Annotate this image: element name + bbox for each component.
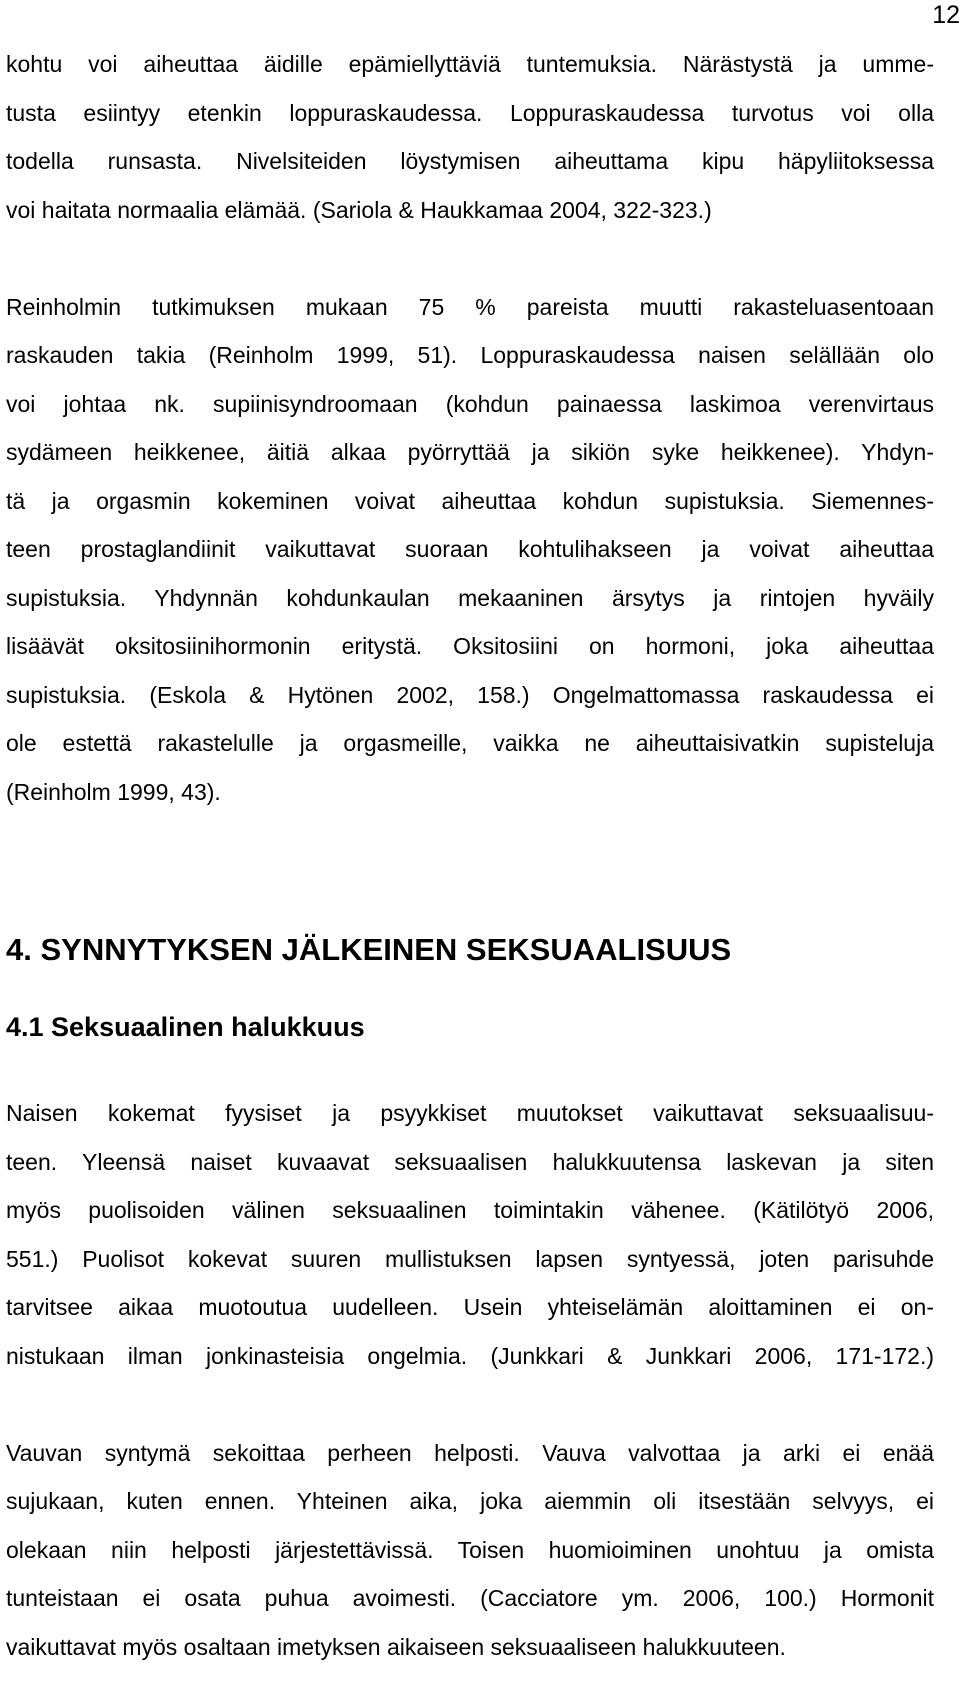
text-line: kohtu voi aiheuttaa äidille epämiellyttäviä tuntemuksia. Närästystä ja umme- [6,51,934,77]
text-line: supistuksia. Yhdynnän kohdunkaulan mekaaninen ärsytys ja rintojen hyväily [6,584,934,611]
text-line: tä ja orgasmin kokeminen voivat aiheuttaa kohdun supistuksia. Siemennes- [6,487,934,514]
text-line: sydämeen heikkenee, äitiä alkaa pyörryttää ja sikiön syke heikkenee). Yhdyn- [6,439,934,465]
text-line: lisäävät oksitosiinihormonin eritystä. Oksitosiini on hormoni, joka aiheuttaa [6,633,934,659]
text-line: vaikuttavat myös osaltaan imetyksen aikaiseen seksuaaliseen halukkuuteen. [6,1633,786,1660]
text-line: Naisen kokemat fyysiset ja psyykkiset muutokset vaikuttavat seksuaalisuu- [6,1100,934,1126]
text-line: raskauden takia (Reinholm 1999, 51). Loppuraskaudessa naisen selällään olo [6,342,934,368]
text-line: sujukaan, kuten ennen. Yhteinen aika, joka aiemmin oli itsestään selvyys, ei [6,1488,934,1514]
text-line: tarvitsee aikaa muotoutua uudelleen. Usein yhteiselämän aloittaminen ei on- [6,1294,934,1320]
document-body [6,40,934,1671]
chapter-heading: 4. SYNNYTYKSEN JÄLKEINEN SEKSUAALISUUS [6,932,732,967]
text-line: Reinholmin tutkimuksen mukaan 75 % pareista muutti rakasteluasentoaan [6,293,934,320]
text-line: supistuksia. (Eskola & Hytönen 2002, 158.) Ongelmattomassa raskaudessa ei [6,681,934,708]
text-line: nistukaan ilman jonkinasteisia ongelmia. (Junkkari & Junkkari 2006, 171-172.) [6,1342,934,1369]
text-line: olekaan niin helposti järjestettävissä. Toisen huomioiminen unohtuu ja omista [6,1536,934,1563]
text-line: voi johtaa nk. supiinisyndroomaan (kohdun painaessa laskimoa verenvirtaus [6,390,934,417]
section-spacer [6,816,934,920]
page-number: 12 [932,1,960,29]
text-line: ole estettä rakastelulle ja orgasmeille, vaikka ne aiheuttaisivatkin supisteluja [6,730,934,756]
text-line: teen. Yleensä naiset kuvaavat seksuaalisen halukkuutensa laskevan ja siten [6,1148,934,1175]
text-line: Vauvan syntymä sekoittaa perheen helposti. Vauva valvottaa ja arki ei enää [6,1439,934,1466]
text-line: voi haitata normaalia elämää. (Sariola & Haukkamaa 2004, 322-323.) [6,196,712,223]
paragraph-baby-birth [6,1429,934,1672]
paragraph-pregnancy-symptoms [6,40,934,234]
text-line: teen prostaglandiinit vaikuttavat suoraan kohtulihakseen ja voivat aiheuttaa [6,536,934,562]
section-heading: 4.1 Seksuaalinen halukkuus [6,1012,365,1042]
paragraph-reinholm-study [6,283,934,817]
text-line: 551.) Puolisot kokevat suuren mullistuksen lapsen syntyessä, joten parisuhde [6,1245,934,1272]
text-line: (Reinholm 1999, 43). [6,778,221,805]
paragraph-sexual-desire [6,1089,934,1380]
text-line: tunteistaan ei osata puhua avoimesti. (Cacciatore ym. 2006, 100.) Hormonit [6,1585,934,1611]
text-line: todella runsasta. Nivelsiteiden löystymisen aiheuttama kipu häpyliitoksessa [6,148,934,174]
text-line: tusta esiintyy etenkin loppuraskaudessa. Loppuraskaudessa turvotus voi olla [6,99,934,126]
text-line: myös puolisoiden välinen seksuaalinen toimintakin vähenee. (Kätilötyö 2006, [6,1197,934,1223]
